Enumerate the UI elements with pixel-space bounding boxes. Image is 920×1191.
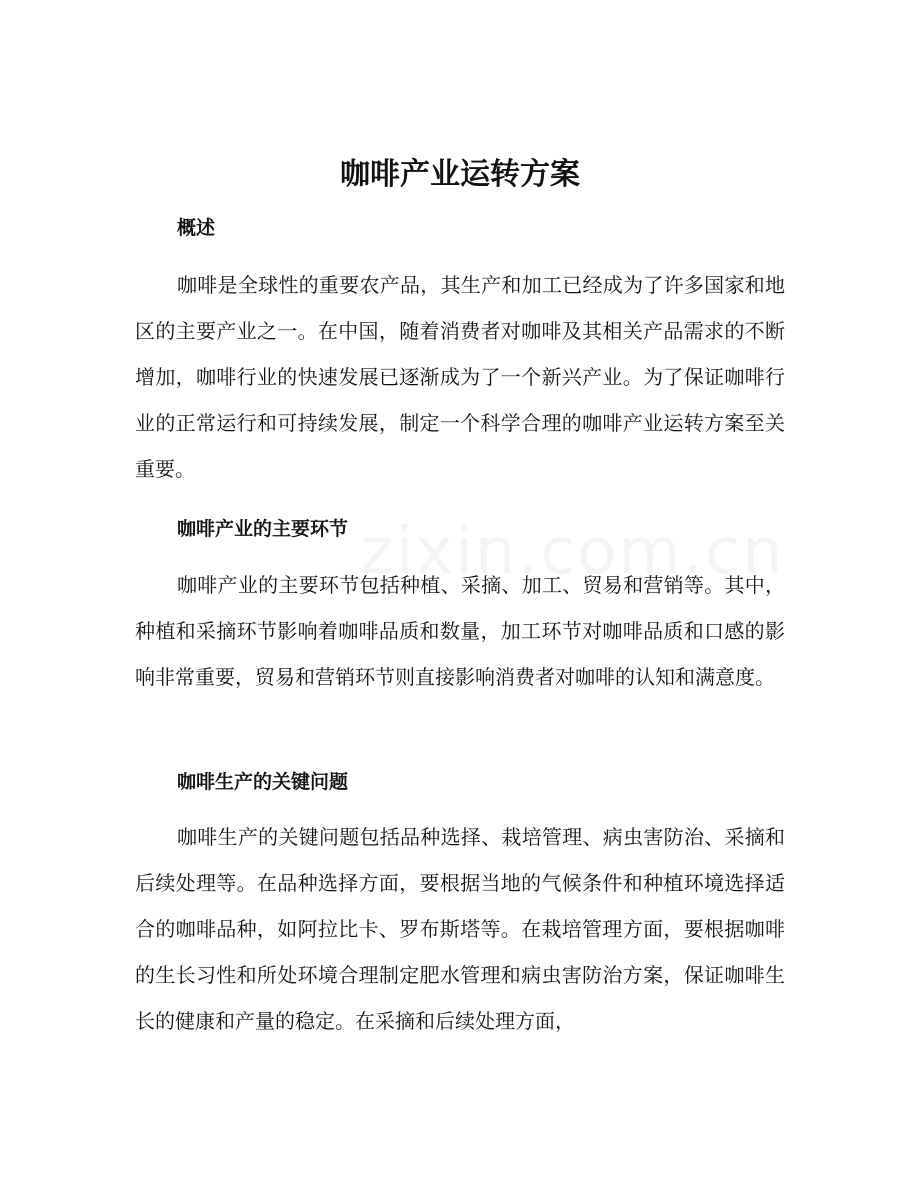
section-heading-overview: 概述 [177, 217, 216, 239]
section-heading-main-links: 咖啡产业的主要环节 [177, 518, 349, 540]
section-body-overview: 咖啡是全球性的重要农产品，其生产和加工已经成为了许多国家和地区的主要产业之一。在中国，随着消费者对咖啡及其相关产品需求的不断增加，咖啡行业的快速发展已逐渐成为了一个新兴产业。为了保证咖啡行业的正常运行和可持续发展，制定一个科学合理的咖啡产业运转方案至关重要。 [135, 273, 785, 481]
document-title: 咖啡产业运转方案 [340, 157, 580, 192]
section-body-key-issues: 咖啡生产的关键问题包括品种选择、栽培管理、病虫害防治、采摘和后续处理等。在品种选择方面，要根据当地的气候条件和种植环境选择适合的咖啡品种，如阿拉比卡、罗布斯塔等。在栽培管理方面，要根据咖啡的生长习性和所处环境合理制定肥水管理和病虫害防治方案，保证咖啡生长的健康和产量的稳定。在采摘和后续处理方面， [135, 825, 785, 1033]
section-heading-key-issues: 咖啡生产的关键问题 [177, 771, 349, 793]
section-body-main-links: 咖啡产业的主要环节包括种植、采摘、加工、贸易和营销等。其中，种植和采摘环节影响着咖啡品质和数量，加工环节对咖啡品质和口感的影响非常重要，贸易和营销环节则直接影响消费者对咖啡的认知和满意度。 [135, 573, 785, 689]
